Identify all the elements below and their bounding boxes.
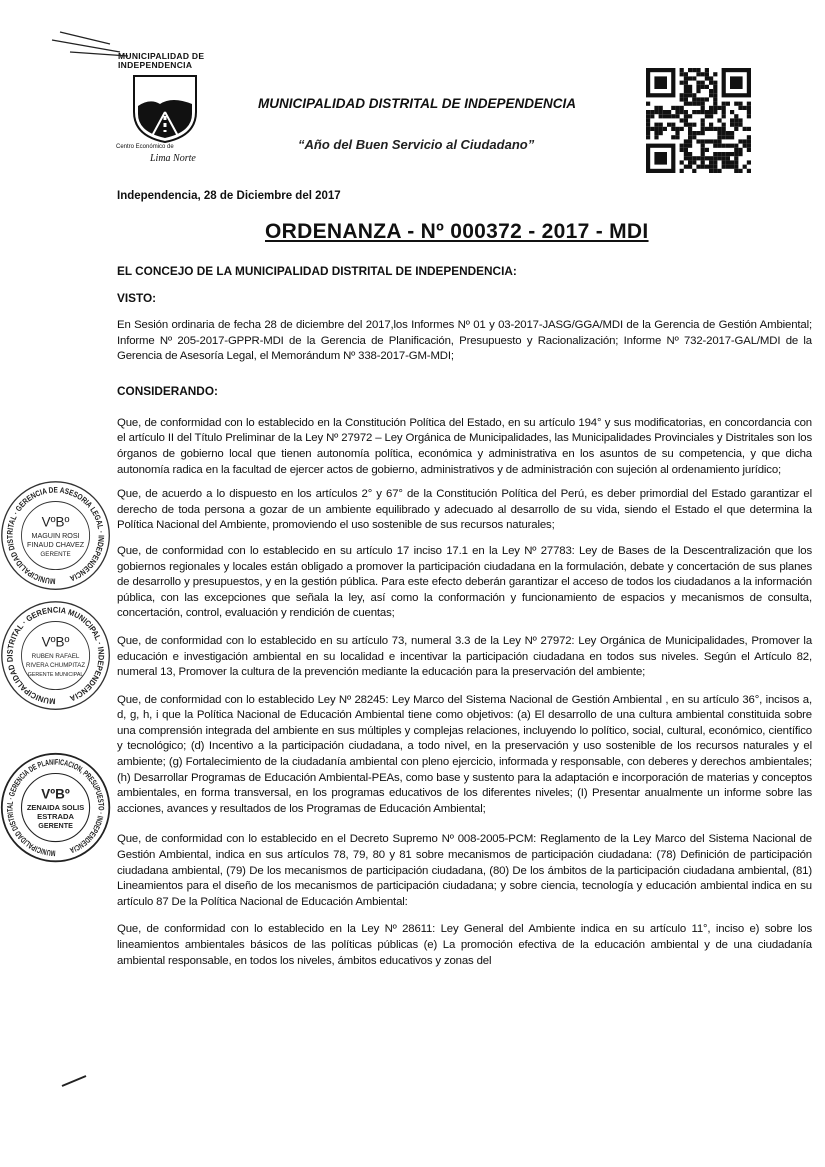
qr-module bbox=[726, 152, 730, 156]
qr-module bbox=[701, 160, 705, 164]
qr-module bbox=[738, 118, 742, 122]
stamp-name: RIVERA CHUMPITAZ bbox=[25, 662, 86, 670]
qr-module bbox=[692, 102, 696, 106]
qr-module bbox=[671, 127, 675, 131]
considerando-paragraph: Que, de conformidad con lo establecido en la Ley Nº 28611: Ley General del Ambiente indica en su artículo 11°, inciso e) sobre los lineamientos ambientales básicos de las políticas públicas (e) La promoción efectiva de la educación ambiental y de una ciudadanía ambiental responsable, en todos los niveles, ámbitos educativos y zonas del bbox=[117, 923, 812, 967]
qr-module bbox=[696, 165, 700, 169]
qr-module bbox=[684, 72, 688, 76]
qr-module bbox=[730, 131, 734, 135]
qr-code-icon bbox=[645, 68, 752, 173]
qr-module bbox=[747, 106, 751, 110]
qr-module bbox=[726, 131, 730, 135]
qr-module bbox=[705, 139, 709, 143]
qr-module bbox=[684, 85, 688, 89]
qr-module bbox=[722, 131, 726, 135]
qr-module bbox=[705, 72, 709, 76]
qr-module bbox=[688, 152, 692, 156]
logo-script-text: Lima Norte bbox=[150, 153, 196, 164]
qr-module bbox=[654, 123, 658, 127]
qr-module bbox=[726, 165, 730, 169]
qr-module bbox=[646, 135, 650, 139]
qr-module bbox=[738, 106, 742, 110]
qr-module bbox=[709, 89, 713, 93]
qr-module bbox=[713, 85, 717, 89]
considerando-heading: CONSIDERANDO: bbox=[117, 383, 218, 398]
qr-module bbox=[717, 152, 721, 156]
qr-module bbox=[722, 123, 726, 127]
qr-module bbox=[696, 102, 700, 106]
qr-module bbox=[659, 114, 663, 118]
qr-module bbox=[692, 97, 696, 101]
qr-module bbox=[684, 110, 688, 114]
qr-module bbox=[705, 165, 709, 169]
stamp-role: GERENTE bbox=[38, 822, 73, 831]
stamp-name: FINAUD CHAVEZ bbox=[26, 541, 85, 550]
qr-module bbox=[717, 106, 721, 110]
stamp-vb: VºBº bbox=[41, 786, 70, 802]
qr-module bbox=[646, 110, 650, 114]
qr-module bbox=[680, 148, 684, 152]
qr-module bbox=[684, 97, 688, 101]
qr-module bbox=[722, 110, 726, 114]
visto-heading: VISTO: bbox=[117, 291, 157, 305]
qr-module bbox=[738, 148, 742, 152]
qr-module bbox=[692, 68, 696, 72]
qr-module bbox=[684, 139, 688, 143]
qr-module bbox=[675, 127, 679, 131]
qr-module bbox=[701, 106, 705, 110]
qr-module bbox=[743, 139, 747, 143]
qr-module bbox=[671, 114, 675, 118]
qr-module bbox=[726, 160, 730, 164]
qr-module bbox=[747, 135, 751, 139]
qr-module bbox=[650, 127, 654, 131]
qr-module bbox=[675, 114, 679, 118]
qr-module bbox=[713, 160, 717, 164]
qr-module bbox=[701, 148, 705, 152]
qr-module bbox=[734, 127, 738, 131]
qr-module bbox=[684, 165, 688, 169]
qr-module bbox=[722, 156, 726, 160]
qr-module bbox=[680, 81, 684, 85]
qr-module bbox=[713, 139, 717, 143]
qr-module bbox=[659, 131, 663, 135]
signature-stroke-icon bbox=[50, 30, 130, 60]
qr-module bbox=[680, 106, 684, 110]
qr-module bbox=[705, 76, 709, 80]
qr-module bbox=[675, 106, 679, 110]
qr-module bbox=[701, 139, 705, 143]
qr-module bbox=[684, 81, 688, 85]
qr-module bbox=[701, 81, 705, 85]
qr-module bbox=[680, 118, 684, 122]
qr-module bbox=[717, 127, 721, 131]
qr-module bbox=[713, 152, 717, 156]
qr-module bbox=[663, 110, 667, 114]
qr-module bbox=[696, 156, 700, 160]
qr-module bbox=[705, 97, 709, 101]
qr-module bbox=[650, 110, 654, 114]
qr-module bbox=[671, 123, 675, 127]
qr-module bbox=[692, 76, 696, 80]
qr-module bbox=[738, 123, 742, 127]
document-body bbox=[117, 318, 812, 969]
stamp-vb: VºBº bbox=[41, 634, 70, 650]
qr-module bbox=[734, 152, 738, 156]
qr-module bbox=[709, 110, 713, 114]
qr-module bbox=[734, 144, 738, 148]
qr-module bbox=[688, 123, 692, 127]
municipal-manager-stamp bbox=[0, 600, 112, 712]
qr-module bbox=[734, 148, 738, 152]
qr-module bbox=[747, 148, 751, 152]
qr-module bbox=[684, 89, 688, 93]
qr-module bbox=[663, 127, 667, 131]
qr-module bbox=[726, 135, 730, 139]
qr-module bbox=[646, 123, 650, 127]
qr-module bbox=[709, 165, 713, 169]
qr-module bbox=[667, 123, 671, 127]
header-title: MUNICIPALIDAD DISTRITAL DE INDEPENDENCIA bbox=[258, 96, 577, 111]
qr-module bbox=[659, 123, 663, 127]
qr-module bbox=[667, 114, 671, 118]
qr-module bbox=[675, 131, 679, 135]
qr-module bbox=[709, 114, 713, 118]
logo-line1: MUNICIPALIDAD DE bbox=[118, 51, 205, 61]
qr-module bbox=[705, 156, 709, 160]
qr-module bbox=[684, 93, 688, 97]
qr-module bbox=[730, 123, 734, 127]
qr-module bbox=[709, 106, 713, 110]
stamp-name: MAGUIN ROSI bbox=[31, 532, 80, 541]
qr-module bbox=[696, 131, 700, 135]
qr-module bbox=[646, 102, 650, 106]
qr-module bbox=[684, 156, 688, 160]
qr-module bbox=[747, 144, 751, 148]
stamp-name: ESTRADA bbox=[37, 812, 74, 822]
qr-module bbox=[654, 131, 658, 135]
qr-module bbox=[730, 118, 734, 122]
stamp-role: GERENTE bbox=[40, 551, 71, 559]
qr-module bbox=[747, 160, 751, 164]
planning-approval-stamp bbox=[0, 752, 112, 864]
qr-module bbox=[696, 97, 700, 101]
qr-module bbox=[701, 165, 705, 169]
qr-module bbox=[692, 156, 696, 160]
qr-module bbox=[734, 118, 738, 122]
qr-module bbox=[738, 139, 742, 143]
qr-module bbox=[722, 152, 726, 156]
qr-module bbox=[692, 169, 696, 173]
qr-module bbox=[717, 169, 721, 173]
qr-module bbox=[684, 114, 688, 118]
qr-module bbox=[692, 131, 696, 135]
qr-module bbox=[730, 144, 734, 148]
qr-module bbox=[713, 127, 717, 131]
qr-module bbox=[722, 165, 726, 169]
qr-module bbox=[705, 85, 709, 89]
header-slogan: “Año del Buen Servicio al Ciudadano” bbox=[298, 137, 535, 152]
qr-module bbox=[730, 110, 734, 114]
qr-module bbox=[747, 102, 751, 106]
qr-module bbox=[696, 85, 700, 89]
qr-module bbox=[713, 89, 717, 93]
stamp-ring-text: MUNICIPALIDAD DISTRITAL · GERENCIA DE PLANIFICACION, PRESUPUESTO · INDEPENDENCIA bbox=[5, 757, 106, 858]
qr-module bbox=[688, 76, 692, 80]
qr-module bbox=[696, 68, 700, 72]
qr-module bbox=[684, 148, 688, 152]
qr-module bbox=[646, 114, 650, 118]
qr-module bbox=[688, 85, 692, 89]
qr-module bbox=[654, 135, 658, 139]
qr-module bbox=[659, 127, 663, 131]
qr-finder bbox=[730, 76, 743, 89]
qr-module bbox=[692, 93, 696, 97]
qr-module bbox=[709, 160, 713, 164]
qr-module bbox=[709, 76, 713, 80]
qr-module bbox=[654, 110, 658, 114]
qr-module bbox=[734, 156, 738, 160]
legal-approval-stamp bbox=[0, 480, 112, 592]
qr-module bbox=[705, 127, 709, 131]
qr-module bbox=[675, 110, 679, 114]
qr-module bbox=[726, 156, 730, 160]
qr-module bbox=[646, 118, 650, 122]
qr-module bbox=[734, 165, 738, 169]
logo-subtitle: Centro Económico de bbox=[116, 144, 174, 150]
qr-module bbox=[730, 135, 734, 139]
qr-module bbox=[688, 156, 692, 160]
stamp-role: GERENTE MUNICIPAL bbox=[27, 672, 85, 679]
qr-module bbox=[722, 114, 726, 118]
qr-module bbox=[663, 114, 667, 118]
logo-line2: INDEPENDENCIA bbox=[118, 60, 193, 70]
visto-paragraph: En Sesión ordinaria de fecha 28 de diciembre del 2017,los Informes Nº 01 y 03-2017-JASG/GGA/MDI de la Gerencia de Gestión Ambiental; Informe Nº 205-2017-GPPR-MDI de la Gerencia de Planificación, Presupuesto y Racionalización; Informe Nº 732-2017-GAL/MDI de la Gerencia de Asesoría Legal, el Memorándum Nº 338-2017-GM-MDI; bbox=[117, 319, 812, 363]
qr-module bbox=[692, 110, 696, 114]
qr-module bbox=[688, 114, 692, 118]
qr-module bbox=[680, 68, 684, 72]
qr-module bbox=[684, 118, 688, 122]
qr-module bbox=[680, 93, 684, 97]
qr-module bbox=[675, 135, 679, 139]
qr-module bbox=[743, 144, 747, 148]
qr-module bbox=[709, 139, 713, 143]
qr-module bbox=[743, 127, 747, 131]
logo-caption bbox=[118, 52, 204, 70]
qr-module bbox=[688, 89, 692, 93]
considerando-paragraph: Que, de acuerdo a lo dispuesto en los artículos 2° y 67° de la Constitución Política del Perú, es deber primordial del Estado garantizar el derecho de toda persona a gozar de un ambiente equilibrado y adecuado al desarrollo de su vida, siendo el Estado el que determina la Política Nacional del Ambiente, promoviendo el uso sostenible de sus recursos naturales; bbox=[117, 488, 812, 532]
qr-module bbox=[701, 110, 705, 114]
qr-module bbox=[684, 152, 688, 156]
qr-module bbox=[659, 110, 663, 114]
qr-module bbox=[734, 114, 738, 118]
qr-module bbox=[738, 152, 742, 156]
qr-module bbox=[713, 165, 717, 169]
qr-module bbox=[684, 144, 688, 148]
considerando-paragraph: Que, de conformidad con lo establecido en su artículo 73, numeral 3.3 de la Ley Nº 27972: Ley Orgánica de Municipalidades, Promover la educación e investigación ambiental en su localidad e incentivar la participación ciudadana en todos sus niveles. Según el Artículo 82, numeral 13, Promover la cultura de la prevención mediante la educación para la preservación del ambiente; bbox=[117, 634, 812, 679]
qr-module bbox=[730, 152, 734, 156]
qr-module bbox=[646, 131, 650, 135]
qr-module bbox=[671, 135, 675, 139]
qr-module bbox=[692, 123, 696, 127]
qr-module bbox=[738, 169, 742, 173]
qr-module bbox=[713, 106, 717, 110]
qr-module bbox=[688, 127, 692, 131]
qr-module bbox=[684, 123, 688, 127]
considerando-paragraph: Que, de conformidad con lo establecido en el Decreto Supremo Nº 008-2005-PCM: Reglamento de la Ley Marco del Sistema Nacional de Gestión Ambiental, indica en sus artículos 78, 79, 80 y 81 sobre mecanismos de participación ciudadana: (78) Definición de participación ciudadana ambiental, (79) De los mecanismos de participación ciudadana, (80) De los ámbitos de la participación ciudadana ambiental, (81) Lineamientos para el diseño de los mecanismos de participación ciudadana; y sobre ciencia, tecnología y educación ambiental indica en su artículo 87 De la Política Nacional de Educación Ambiental: bbox=[117, 833, 812, 908]
qr-module bbox=[747, 169, 751, 173]
qr-module bbox=[734, 160, 738, 164]
qr-module bbox=[747, 139, 751, 143]
qr-module bbox=[684, 102, 688, 106]
qr-module bbox=[713, 72, 717, 76]
qr-module bbox=[692, 135, 696, 139]
qr-module bbox=[717, 135, 721, 139]
qr-module bbox=[688, 135, 692, 139]
qr-module bbox=[688, 139, 692, 143]
ordinance-title: ORDENANZA - Nº 000372 - 2017 - MDI bbox=[265, 220, 649, 243]
qr-module bbox=[713, 93, 717, 97]
stamp-ring-text: MUNICIPALIDAD DISTRITAL · GERENCIA MUNICIPAL · INDEPENDENCIA bbox=[5, 605, 106, 706]
qr-module bbox=[701, 123, 705, 127]
qr-module bbox=[696, 72, 700, 76]
qr-module bbox=[726, 102, 730, 106]
qr-module bbox=[654, 106, 658, 110]
qr-module bbox=[692, 160, 696, 164]
qr-module bbox=[747, 127, 751, 131]
stamp-ring-text: MUNICIPALIDAD DISTRITAL · GERENCIA DE ASESORIA LEGAL · INDEPENDENCIA bbox=[5, 485, 106, 586]
document-date: Independencia, 28 de Diciembre del 2017 bbox=[117, 190, 341, 202]
considerando-paragraph: Que, de conformidad con lo establecido en la Constitución Política del Estado, en su artículo 194° y sus modificatorias, en concordancia con el artículo II del Título Preliminar de la Ley Nº 27972 – Ley Orgánica de Municipalidades, las Municipalidades Provinciales y Distritales son los órganos de gobierno local que tienen autonomía política, económica y administrativa en los asuntos de su competencia, y que dicha autonomía radica en la facultad de ejercer actos de gobierno, administrativos y de administración con sujeción al ordenamiento jurídico; bbox=[117, 416, 812, 476]
qr-module bbox=[680, 127, 684, 131]
qr-finder bbox=[654, 152, 667, 165]
considerando-paragraph: Que, de conformidad con lo establecido Ley Nº 28245: Ley Marco del Sistema Nacional de Gestión Ambiental , en su artículo 36°, incisos a, d, g, h, i que la Política Nacional de Educación Ambiental tiene como objetivos: (a) El desarrollo de una cultura ambiental constituida sobre una comprensión integrada del ambiente en sus múltiples y complejas relaciones, incluyendo lo político, social, cultural, económico, científico y tecnológico; (d) Incentivo a la participación ciudadana, a todo nivel, en la preservación y uso sostenible de los recursos naturales y el ambiente; (g) Fortalecimiento de la ciudadanía ambiental con pleno ejercicio, informada y responsable, con deberes y derechos ambientales; (h) Desarrollar Programas de Educación Ambiental-PEAs, como base y sustento para la adaptación e incorporación de materias y conceptos ambientales, en forma transversal, en los programas educativos de los diferentes niveles; (I) Presentar anualmente un informe sobre las acciones, avances y resultados de los Programas de Educación Ambiental; bbox=[117, 693, 812, 815]
qr-module bbox=[667, 110, 671, 114]
qr-module bbox=[713, 110, 717, 114]
qr-module bbox=[696, 110, 700, 114]
qr-module bbox=[688, 68, 692, 72]
qr-module bbox=[730, 160, 734, 164]
qr-module bbox=[709, 127, 713, 131]
stamp-name: ZENAIDA SOLIS bbox=[26, 803, 85, 813]
qr-module bbox=[696, 89, 700, 93]
qr-module bbox=[650, 114, 654, 118]
qr-module bbox=[701, 131, 705, 135]
qr-module bbox=[709, 81, 713, 85]
qr-module bbox=[684, 76, 688, 80]
qr-finder bbox=[654, 76, 667, 89]
qr-module bbox=[722, 106, 726, 110]
qr-module bbox=[701, 72, 705, 76]
qr-module bbox=[713, 156, 717, 160]
qr-module bbox=[738, 102, 742, 106]
qr-module bbox=[722, 102, 726, 106]
qr-module bbox=[688, 131, 692, 135]
qr-module bbox=[717, 144, 721, 148]
stamp-vb: VºBº bbox=[41, 514, 70, 530]
pen-mark-icon bbox=[60, 1070, 90, 1090]
qr-module bbox=[671, 106, 675, 110]
qr-module bbox=[717, 156, 721, 160]
qr-module bbox=[722, 160, 726, 164]
qr-module bbox=[646, 127, 650, 131]
qr-module bbox=[743, 106, 747, 110]
council-heading: EL CONCEJO DE LA MUNICIPALIDAD DISTRITAL DE INDEPENDENCIA: bbox=[117, 264, 517, 278]
qr-module bbox=[734, 102, 738, 106]
qr-module bbox=[680, 110, 684, 114]
qr-module bbox=[680, 160, 684, 164]
qr-module bbox=[701, 152, 705, 156]
qr-module bbox=[688, 144, 692, 148]
qr-module bbox=[747, 114, 751, 118]
qr-module bbox=[713, 144, 717, 148]
qr-module bbox=[680, 144, 684, 148]
qr-module bbox=[688, 160, 692, 164]
qr-module bbox=[705, 114, 709, 118]
qr-module bbox=[680, 97, 684, 101]
qr-module bbox=[734, 123, 738, 127]
qr-module bbox=[717, 131, 721, 135]
qr-module bbox=[680, 72, 684, 76]
qr-module bbox=[701, 144, 705, 148]
qr-module bbox=[701, 127, 705, 131]
qr-module bbox=[696, 81, 700, 85]
qr-module bbox=[705, 68, 709, 72]
qr-module bbox=[713, 169, 717, 173]
stamp-name: RUBEN RAFAEL bbox=[31, 653, 80, 661]
qr-module bbox=[743, 165, 747, 169]
qr-module bbox=[654, 127, 658, 131]
qr-module bbox=[659, 106, 663, 110]
qr-module bbox=[709, 123, 713, 127]
qr-module bbox=[705, 148, 709, 152]
municipality-crest-logo bbox=[130, 72, 200, 144]
qr-module bbox=[688, 93, 692, 97]
qr-module bbox=[709, 169, 713, 173]
qr-module bbox=[701, 85, 705, 89]
qr-module bbox=[701, 156, 705, 160]
qr-module bbox=[709, 156, 713, 160]
qr-module bbox=[713, 81, 717, 85]
qr-module bbox=[680, 169, 684, 173]
qr-module bbox=[701, 97, 705, 101]
qr-module bbox=[696, 139, 700, 143]
qr-module bbox=[701, 118, 705, 122]
qr-module bbox=[701, 102, 705, 106]
qr-module bbox=[709, 93, 713, 97]
qr-module bbox=[713, 97, 717, 101]
qr-module bbox=[717, 139, 721, 143]
considerando-paragraph: Que, de conformidad con lo establecido en su artículo 17 inciso 17.1 en la Ley Nº 27783: Ley de Bases de la Descentralización que los gobiernos regionales y locales están obligado a promover la participación ciudadana en la formulación, debate y concertación de sus planes de desarrollo y presupuestos, y en la gestión pública. Para este efecto deberán garantizar el acceso de todos los ciudadanos a la información pública, con las excepciones que señala la ley, así como la conformación y funcionamiento de espacios y mecanismos de consulta, concertación, control, evaluación y rendición de cuentas; bbox=[117, 544, 812, 620]
qr-module bbox=[705, 110, 709, 114]
qr-module bbox=[734, 169, 738, 173]
qr-module bbox=[713, 102, 717, 106]
qr-module bbox=[747, 110, 751, 114]
qr-module bbox=[730, 165, 734, 169]
qr-module bbox=[722, 127, 726, 131]
qr-module bbox=[722, 135, 726, 139]
qr-module bbox=[688, 165, 692, 169]
qr-module bbox=[717, 118, 721, 122]
qr-module bbox=[726, 144, 730, 148]
qr-module bbox=[688, 102, 692, 106]
qr-module bbox=[722, 144, 726, 148]
